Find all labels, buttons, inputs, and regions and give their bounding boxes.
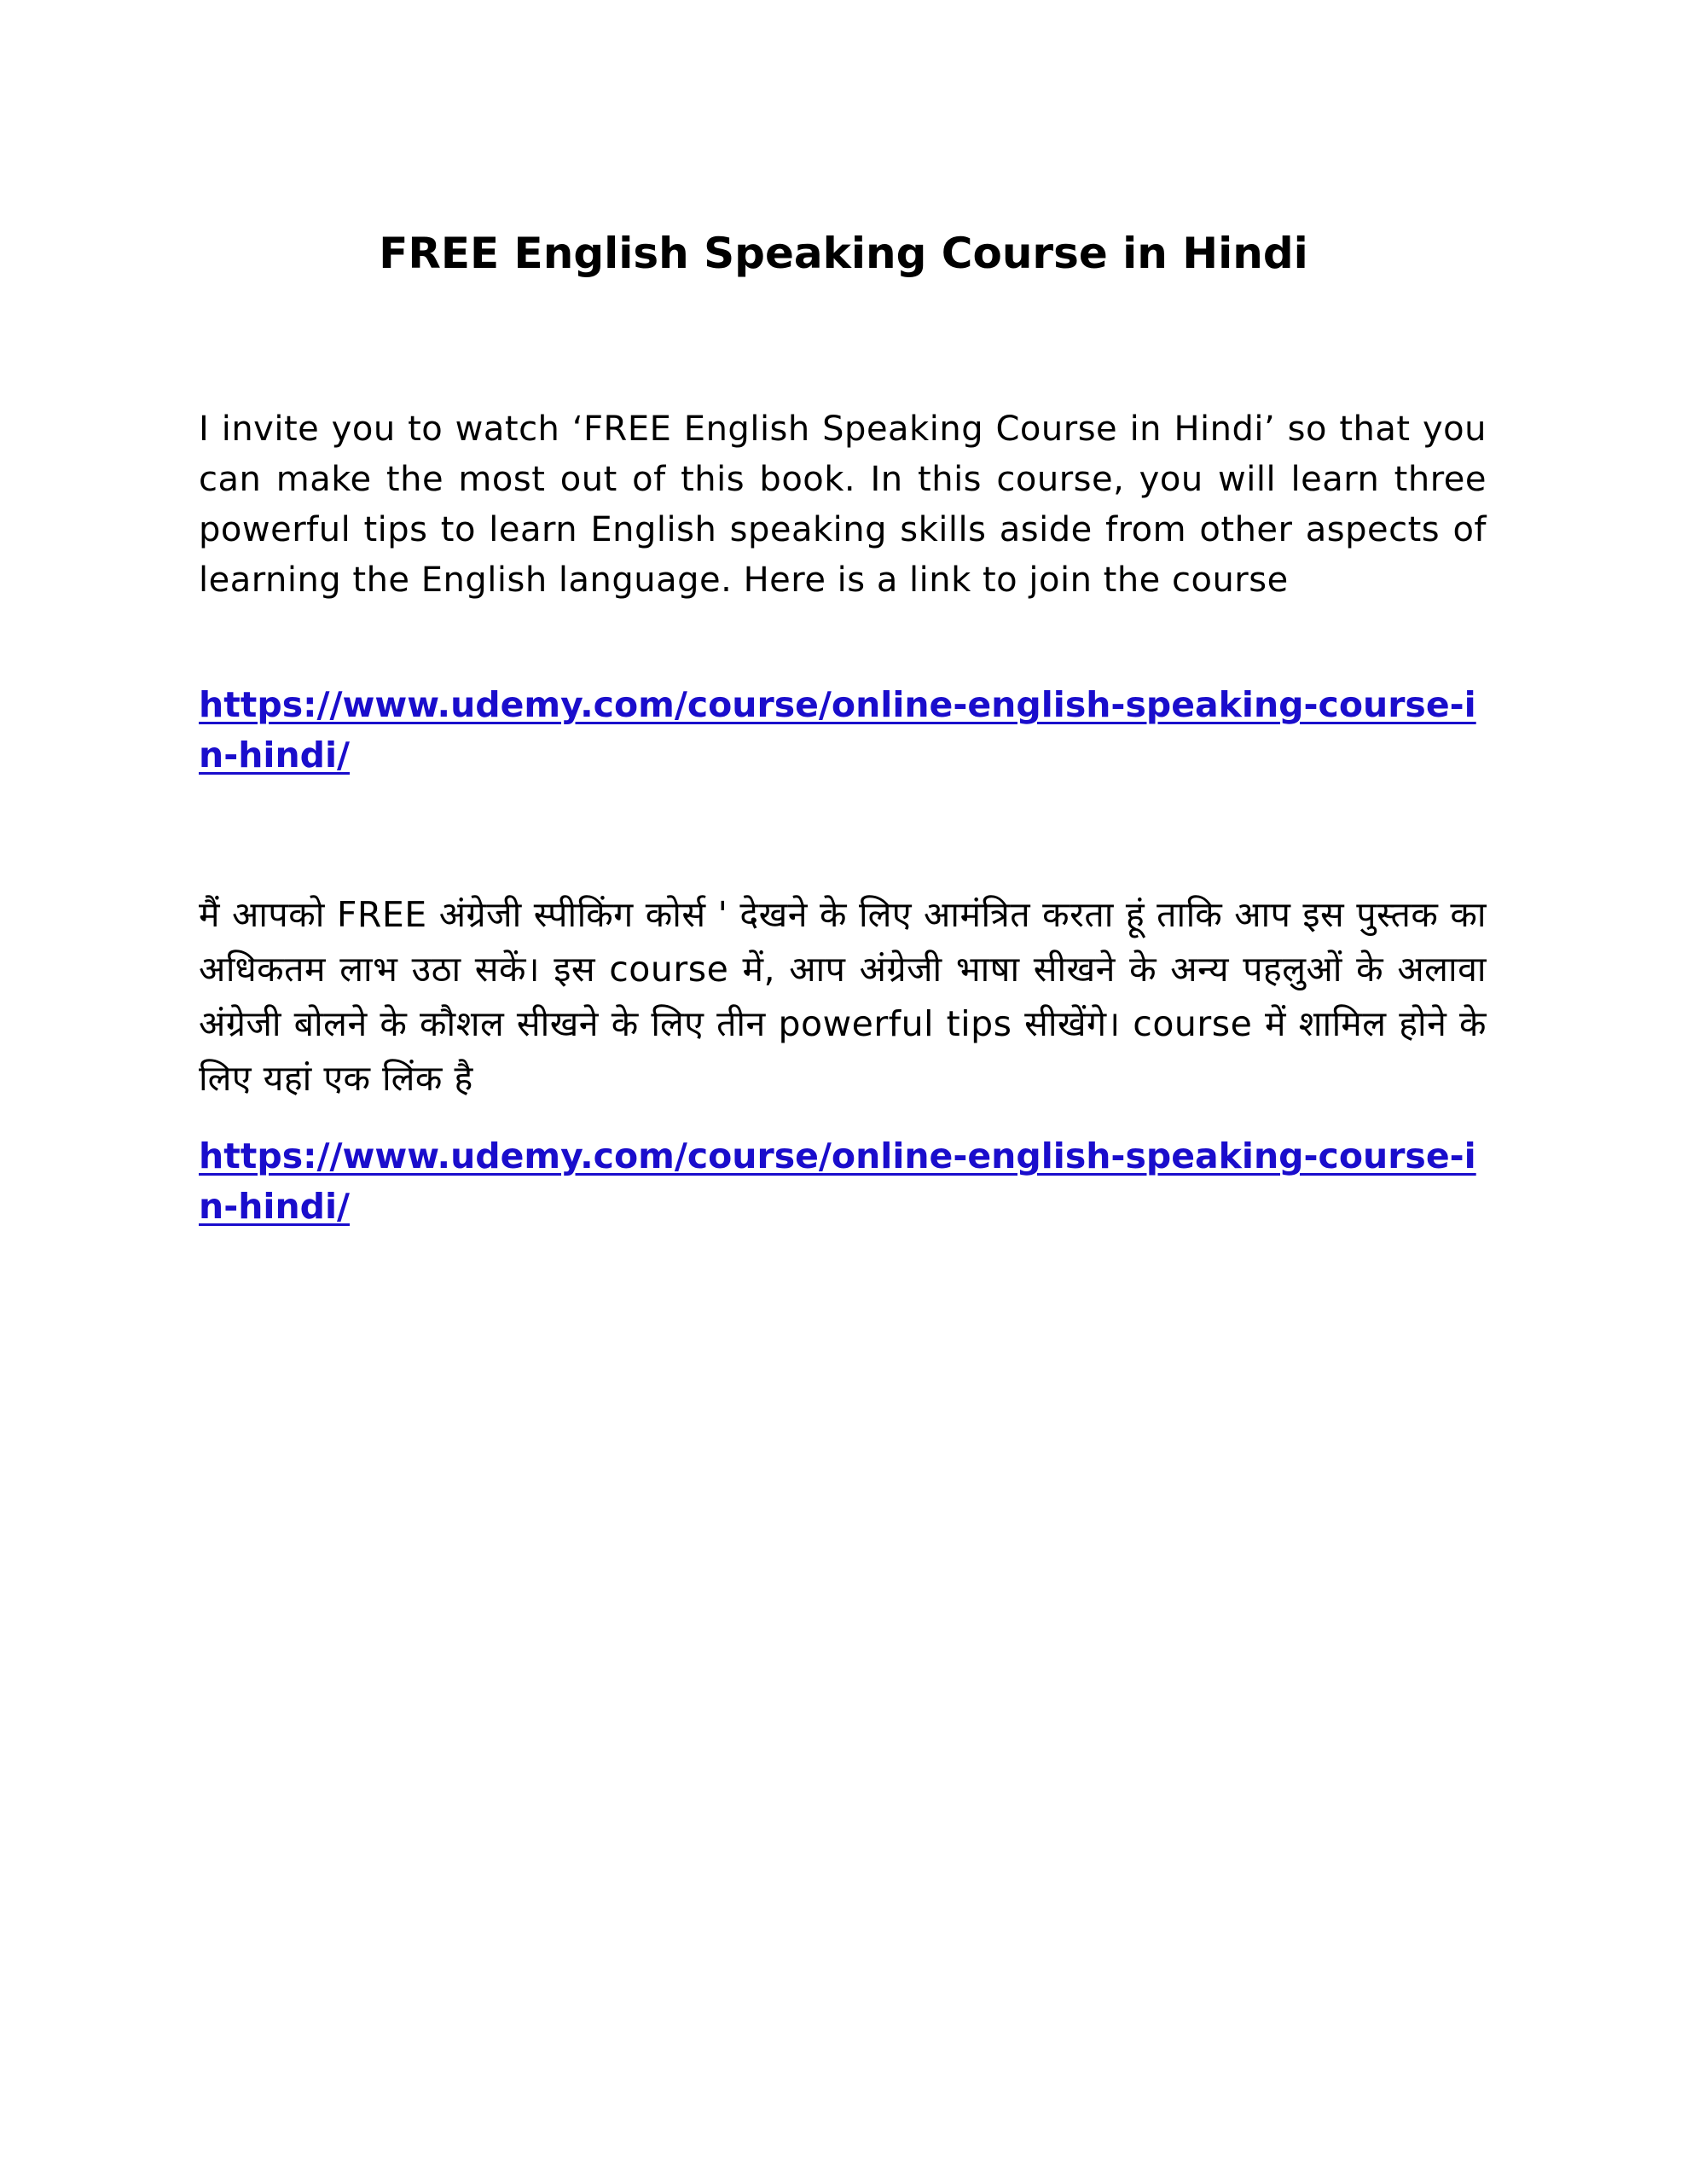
intro-paragraph-english: I invite you to watch ‘FREE English Speaking Course in Hindi’ so that you can make the most out of this book. In this course, you will learn three powerful tips to learn English speaking skills aside from other aspects of learning the English language. Here is a link to join the course bbox=[199, 410, 1487, 600]
intro-paragraph-hindi: मैं आपको FREE अंग्रेजी स्पीकिंग कोर्स ' देखने के लिए आमंत्रित करता हूं ताकि आप इस पुस्तक का अधिकतम लाभ उठा सकें। इस course में, आप अंग्रेजी भाषा सीखने के अन्य पहलुओं के अलावा अंग्रेजी बोलने के कौशल सीखने के लिए तीन powerful tips सीखेंगे। course में शामिल होने के लिए यहां एक लिंक है bbox=[199, 894, 1487, 1099]
page-title: FREE English Speaking Course in Hindi bbox=[379, 229, 1308, 278]
course-link-hindi[interactable]: https://www.udemy.com/course/online-english-speaking-course-in-hindi/ bbox=[199, 1136, 1476, 1227]
course-link-english[interactable]: https://www.udemy.com/course/online-english-speaking-course-in-hindi/ bbox=[199, 684, 1476, 775]
